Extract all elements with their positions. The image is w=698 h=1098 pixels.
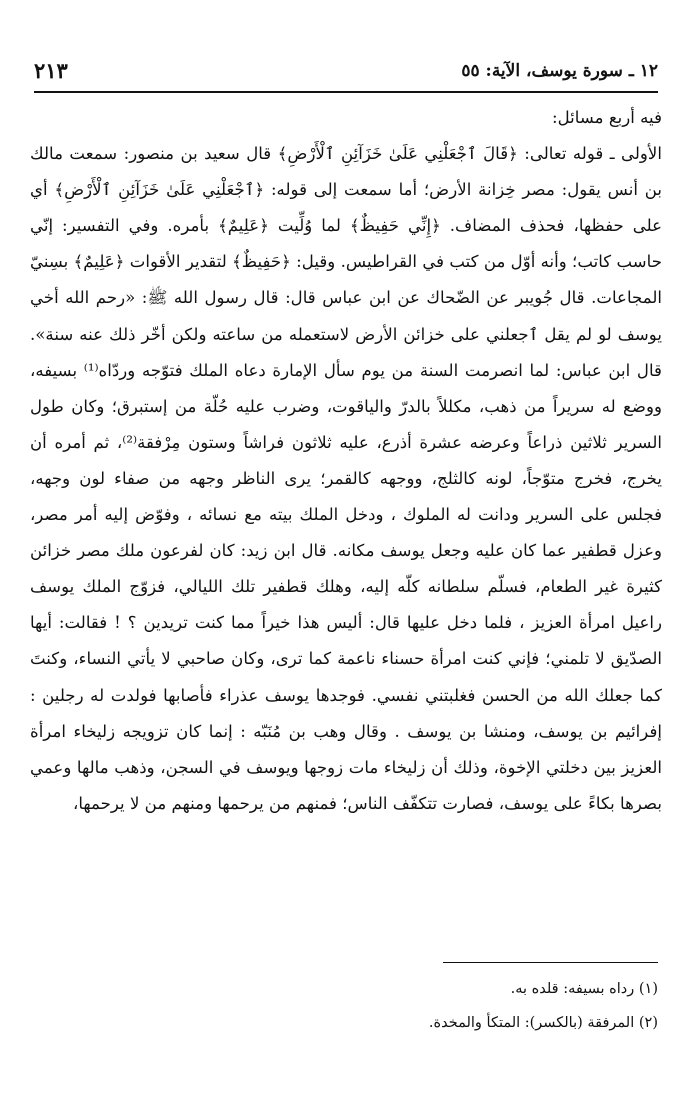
page-number: ٢١٣: [34, 58, 68, 83]
intro-paragraph: فيه أربع مسائل:: [552, 108, 662, 127]
body-text: [30, 100, 662, 822]
footnote-rule: [443, 962, 658, 963]
footnote-1: (١) رداه بسيفه: قلده به.: [510, 981, 658, 997]
header-rule: [34, 91, 658, 93]
page-header: [34, 58, 658, 83]
footnote-2: (٢) المرفقة (بالكسر): المتكأ والمخدة.: [428, 1015, 658, 1031]
footnotes: [34, 972, 658, 1040]
main-paragraph: الأولى ـ قوله تعالى: ﴿قَالَ ٱجْعَلْنِي عَلَىٰ خَزَآئِنِ ٱلْأَرْضِ﴾ قال سعيد بن منصور: سمعت مالك بن أنس يقول: مصر خِزانة الأرض؛ أما سمعت إلى قوله: ﴿ٱجْعَلْنِي عَلَىٰ خَزَآئِنِ ٱلْأَرْضِ﴾ أي على حفظها، فحذف المضاف. ﴿إِنِّي حَفِيظٌ﴾ لما وُلِّيت ﴿عَلِيمٌ﴾ بأمره. وفي التفسير: إنّي حاسب كاتب؛ وأنه أوّل من كتب في القراطيس. وقيل: ﴿حَفِيظٌ﴾ لتقدير الأقوات ﴿عَلِيمٌ﴾ بسِنيّ المجاعات. قال جُويبر عن الضّحاك عن ابن عباس قال: قال رسول الله ﷺ: «رحم الله أخي يوسف لو لم يقل ٱجعلني على خزائن الأرض لاستعمله من ساعته ولكن أخّر ذلك عنه سنة». قال ابن عباس: لما انصرمت السنة من يوم سأل الإمارة دعاه الملك فتوّجه وردّاه⁽¹⁾ بسيفه، ووضع له سريراً من ذهب، مكللاً بالدرّ والياقوت، وضرب عليه حُلّة من إستبرق؛ وكان طول السرير ثلاثين ذراعاً وعرضه عشرة أذرع، عليه ثلاثون فراشاً وستون مِرْفقة⁽²⁾، ثم أمره أن يخرج، فخرج متوّجاً، لونه كالثلج، ووجهه كالقمر؛ يرى الناظر وجهه من صفاء لون وجهه، فجلس على السرير ودانت له الملوك ، ودخل الملك بيته مع نسائه ، وفوّض إليه أمر مصر، وعزل قطفير عما كان عليه وجعل يوسف مكانه. قال ابن زيد: كان لفرعون ملك مصر خزائن كثيرة غير الطعام، فسلّم سلطانه كلّه إليه، وهلك قطفير تلك الليالي، فزوّج الملك يوسف راعيل امرأة العزيز ، فلما دخل عليها قال: أليس هذا خيراً مما كنت تريدين ؟ ! فقالت: أيها الصدّيق لا تلمني؛ فإني كنت امرأة حسناء ناعمة كما ترى، وكان صاحبي لا يأتي النساء، وكنتَ كما جعلك الله من الحسن فغلبتني نفسي. فوجدها يوسف عذراء فأصابها فولدت له رجلين : إفرائيم بن يوسف، ومنشا بن يوسف . وقال وهب بن مُنَبّه : إنما كان تزويجه زليخاء امرأة العزيز بين دخلتي الإخوة، وذلك أن زليخاء مات زوجها ويوسف في السجن، وذهب مالها وعمي بصرها بكاءً على يوسف، فصارت تتكفّف الناس؛ فمنهم من يرحمها ومنهم من لا يرحمها،: [30, 144, 663, 813]
running-title: ١٢ ـ سورة يوسف، الآية: ٥٥: [461, 60, 658, 81]
